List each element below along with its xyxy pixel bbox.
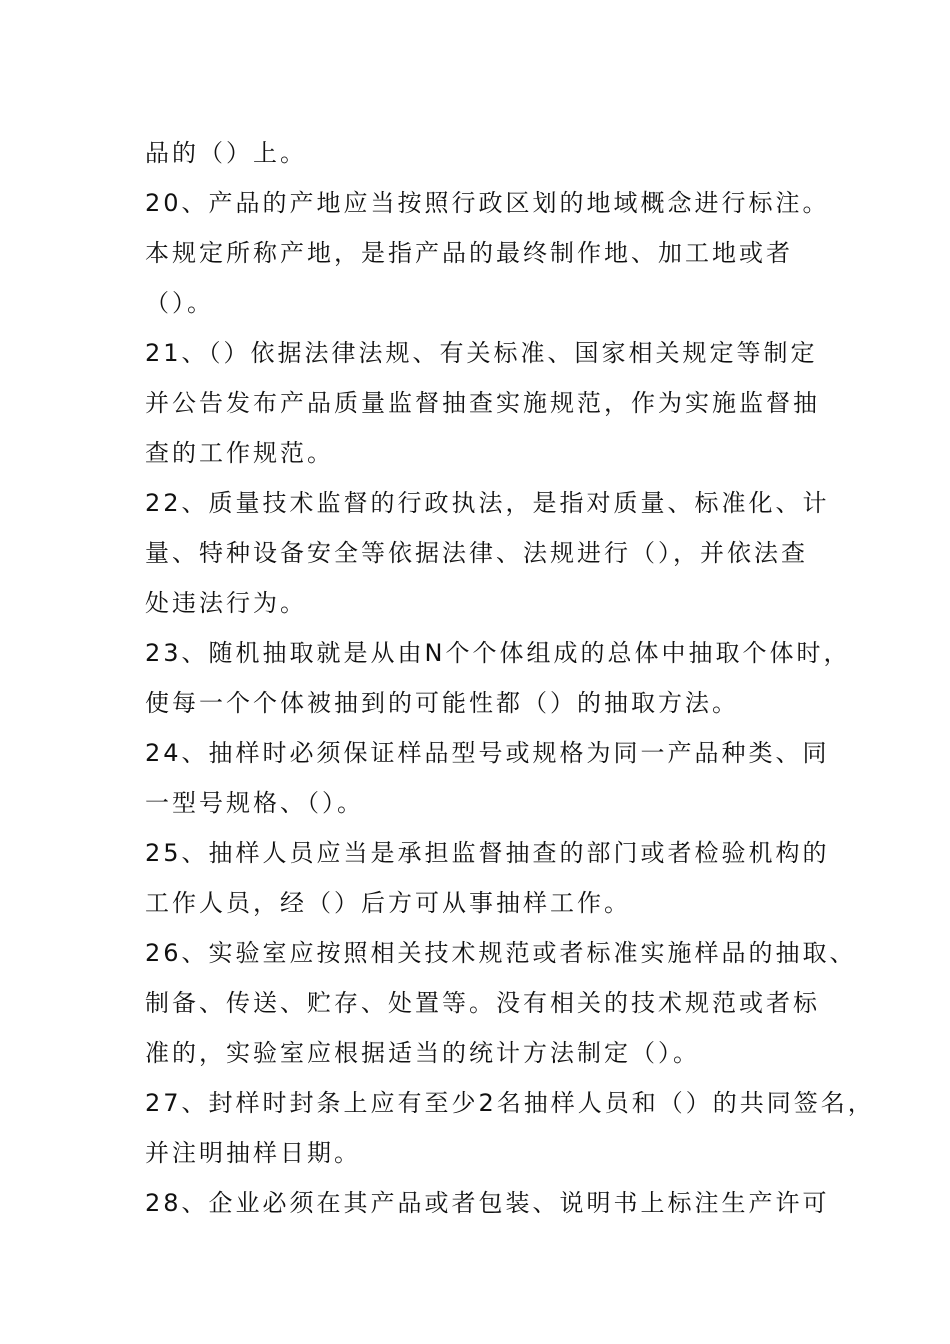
text-line: 23、随机抽取就是从由N个个体组成的总体中抽取个体时， — [145, 639, 851, 667]
text-line: （）。 — [145, 289, 214, 317]
text-line: 并注明抽样日期。 — [145, 1139, 361, 1167]
text-line: 工作人员，经（）后方可从事抽样工作。 — [145, 889, 631, 917]
text-line: 28、企业必须在其产品或者包装、说明书上标注生产许可 — [145, 1189, 830, 1217]
text-line: 制备、传送、贮存、处置等。没有相关的技术规范或者标 — [145, 989, 820, 1017]
text-line: 本规定所称产地，是指产品的最终制作地、加工地或者 — [145, 239, 793, 267]
document-body — [145, 128, 875, 1228]
text-line: 25、抽样人员应当是承担监督抽查的部门或者检验机构的 — [145, 839, 830, 867]
text-line: 并公告发布产品质量监督抽查实施规范，作为实施监督抽 — [145, 389, 820, 417]
text-line: 22、质量技术监督的行政执法，是指对质量、标准化、计 — [145, 489, 830, 517]
text-line: 准的，实验室应根据适当的统计方法制定（）。 — [145, 1039, 700, 1067]
text-line: 处违法行为。 — [145, 589, 307, 617]
text-line: 量、特种设备安全等依据法律、法规进行（），并依法查 — [145, 539, 808, 567]
text-line: 查的工作规范。 — [145, 439, 334, 467]
text-line: 27、封样时封条上应有至少2名抽样人员和（）的共同签名， — [145, 1089, 875, 1117]
text-line: 20、产品的产地应当按照行政区划的地域概念进行标注。 — [145, 189, 830, 217]
text-line: 使每一个个体被抽到的可能性都（）的抽取方法。 — [145, 689, 739, 717]
text-line: 品的（）上。 — [145, 139, 307, 167]
text-line: 一型号规格、（）。 — [145, 789, 364, 817]
text-line: 26、实验室应按照相关技术规范或者标准实施样品的抽取、 — [145, 939, 857, 967]
text-line: 21、（）依据法律法规、有关标准、国家相关规定等制定 — [145, 339, 818, 367]
text-line: 24、抽样时必须保证样品型号或规格为同一产品种类、同 — [145, 739, 830, 767]
